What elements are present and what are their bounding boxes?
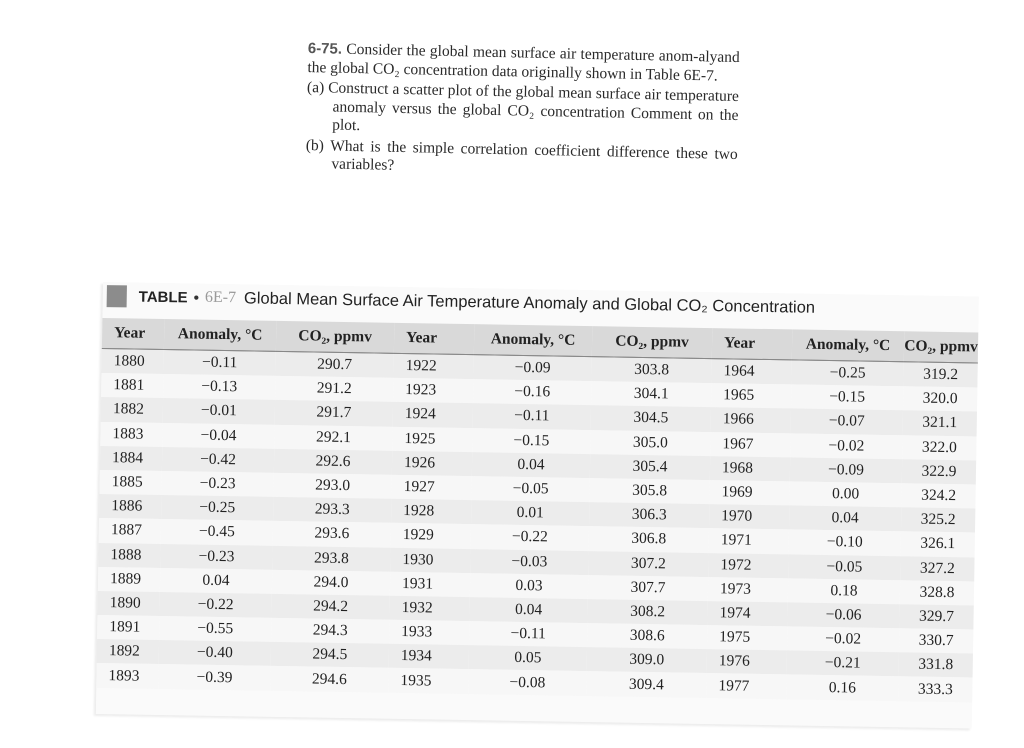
column-header: Anomaly, °C — [164, 319, 276, 351]
table-cell: −0.09 — [790, 457, 902, 483]
table-cell: 1930 — [390, 547, 470, 573]
table-cell: 309.0 — [587, 647, 707, 673]
table-cell: 1968 — [710, 456, 790, 482]
table-cell: 1890 — [97, 591, 159, 616]
problem-number: 6-75. — [307, 40, 343, 58]
table-cell: 307.2 — [588, 551, 708, 577]
problem-part-a: (a) Construct a scatter plot of the global mean surface air temperature anomaly versus the global CO₂ concentration Comment on the plot. — [306, 78, 740, 135]
table-cell: −0.25 — [791, 360, 903, 387]
table-cell: 308.2 — [587, 599, 707, 625]
table-cell: 1924 — [393, 402, 473, 428]
table-cell: 305.8 — [589, 478, 709, 504]
table-cell: 292.6 — [274, 449, 392, 475]
problem-part-b: (b) What is the simple correlation coefficient difference these two variables? — [305, 136, 738, 174]
table-cell: −0.40 — [159, 640, 271, 666]
table-cell: −0.39 — [158, 664, 270, 690]
table-cell: 1966 — [711, 407, 791, 433]
table-cell: 294.2 — [271, 594, 389, 620]
table-cell: −0.06 — [787, 602, 899, 628]
column-header: Anomaly, °C — [792, 329, 904, 361]
table-cell: 1889 — [98, 567, 160, 592]
table-cell: −0.08 — [468, 670, 586, 696]
table-cell: 305.0 — [590, 430, 710, 456]
table-cell: 1976 — [707, 649, 787, 675]
table-cell: −0.02 — [787, 626, 899, 652]
table-cell: 1926 — [392, 451, 472, 477]
table-cell: −0.01 — [163, 398, 275, 424]
table-cell: 1967 — [710, 432, 790, 458]
caption-label: TABLE — [138, 288, 188, 306]
table-cell: 1972 — [708, 553, 788, 579]
column-header: CO₂, ppmv — [276, 321, 394, 353]
table-cell: 330.7 — [899, 628, 973, 653]
table-cell: 1883 — [100, 422, 162, 447]
table-cell: 291.7 — [275, 400, 393, 426]
column-header: Year — [712, 328, 792, 360]
table-cell: 1922 — [393, 353, 473, 379]
table-cell: 328.8 — [900, 580, 974, 605]
data-table — [96, 318, 978, 702]
table-cell: −0.45 — [161, 519, 273, 545]
table-cell: 320.0 — [903, 386, 977, 411]
table-cell: 1881 — [101, 373, 163, 398]
table-cell: −0.02 — [790, 433, 902, 459]
table-cell: 0.00 — [789, 481, 901, 507]
table-cell: −0.05 — [788, 554, 900, 580]
table-cell: 0.18 — [788, 578, 900, 604]
table-cell: 1885 — [99, 470, 161, 495]
column-header: CO₂, ppmv — [592, 326, 712, 358]
table-cell: −0.16 — [473, 379, 591, 405]
table-cell: −0.03 — [470, 549, 588, 575]
table-cell: 1975 — [707, 625, 787, 651]
table-cell: 1888 — [98, 542, 160, 567]
table-cell: −0.11 — [473, 404, 591, 430]
table-cell: 294.0 — [272, 570, 390, 596]
table-cell: 1969 — [709, 480, 789, 506]
table-cell: 331.8 — [899, 652, 973, 677]
table-cell: 304.5 — [591, 405, 711, 431]
table-cell: 0.01 — [471, 500, 589, 526]
table-cell: 0.04 — [469, 597, 587, 623]
table-cell: 0.04 — [472, 452, 590, 478]
table-cell: 1931 — [390, 571, 470, 597]
table-cell: 0.05 — [469, 645, 587, 671]
table-cell: −0.10 — [789, 530, 901, 556]
caption-bullet: • — [193, 289, 200, 307]
table-cell: 1964 — [711, 359, 791, 385]
problem-intro-text: Consider the global mean surface air temperature anom-alyand the global CO₂ concentration data originally shown in Table 6E-7. — [307, 40, 740, 85]
table-cell: 292.1 — [274, 424, 392, 450]
table-cell: 0.04 — [160, 568, 272, 594]
table-cell: 0.04 — [789, 506, 901, 532]
column-header: Year — [394, 323, 474, 355]
table-cell: 293.8 — [272, 545, 390, 571]
caption-marker-icon — [107, 285, 127, 307]
table-cell: 1887 — [99, 518, 161, 543]
table-cell: 1932 — [389, 596, 469, 622]
table-cell: −0.25 — [161, 495, 273, 521]
table-cell: 294.5 — [271, 642, 389, 668]
table-cell: 1927 — [391, 475, 471, 501]
table-cell: 293.0 — [273, 473, 391, 499]
table-cell: 303.8 — [591, 357, 711, 384]
table-cell: −0.23 — [161, 471, 273, 497]
table-cell: 1891 — [97, 615, 159, 640]
table-cell: 1977 — [706, 673, 786, 699]
column-header: CO₂, ppmv — [904, 331, 978, 363]
table-cell: 1973 — [708, 577, 788, 603]
table-cell: 1925 — [392, 426, 472, 452]
table-cell: 1934 — [389, 644, 469, 670]
table-cell: −0.07 — [791, 409, 903, 435]
table-cell: 293.6 — [273, 521, 391, 547]
table-cell: −0.55 — [159, 616, 271, 642]
table-cell: 291.2 — [275, 376, 393, 402]
table-cell: 1886 — [99, 494, 161, 519]
caption-number: 6E-7 — [204, 288, 237, 307]
table-cell: 329.7 — [899, 604, 973, 629]
table-cell: −0.11 — [469, 621, 587, 647]
table-cell: 1971 — [709, 528, 789, 554]
table-cell: 308.6 — [587, 623, 707, 649]
problem-text — [305, 40, 740, 185]
column-header: Year — [102, 318, 164, 350]
table-body — [96, 348, 978, 702]
table-cell: 1935 — [388, 668, 468, 694]
table-cell: 322.9 — [902, 459, 976, 484]
table-cell: 293.3 — [273, 497, 391, 523]
table-cell: −0.09 — [473, 355, 591, 382]
table-cell: 304.1 — [591, 381, 711, 407]
table-cell: 1970 — [709, 504, 789, 530]
table-cell: 305.4 — [590, 454, 710, 480]
table-cell: −0.15 — [791, 385, 903, 411]
table-cell: 1929 — [391, 523, 471, 549]
problem-intro — [307, 40, 740, 86]
table-cell: 306.8 — [589, 526, 709, 552]
caption-title: Global Mean Surface Air Temperature Anomaly and Global CO₂ Concentration — [243, 288, 816, 317]
table-cell: 0.16 — [786, 675, 898, 701]
table-cell: 1965 — [711, 383, 791, 409]
table-caption — [107, 284, 967, 322]
table-cell: 307.7 — [588, 575, 708, 601]
table-cell: 1892 — [97, 639, 159, 664]
table-cell: 1928 — [391, 499, 471, 525]
table-cell: 327.2 — [900, 556, 974, 581]
table-cell: −0.42 — [162, 447, 274, 473]
table-cell: −0.04 — [162, 423, 274, 449]
table-cell: 319.2 — [903, 362, 977, 388]
table-cell: 309.4 — [586, 672, 706, 698]
table-cell: 322.0 — [902, 435, 976, 460]
table-cell: 1974 — [707, 601, 787, 627]
table-cell: −0.23 — [160, 543, 272, 569]
data-table-card — [96, 282, 979, 728]
table-cell: −0.22 — [159, 592, 271, 618]
table-cell: 333.3 — [898, 677, 972, 702]
table-cell: 1893 — [96, 663, 158, 688]
table-cell: 1882 — [101, 397, 163, 422]
table-cell: −0.13 — [163, 374, 275, 400]
table-cell: 324.2 — [901, 483, 975, 508]
table-cell: 326.1 — [901, 532, 975, 557]
table-cell: 306.3 — [589, 502, 709, 528]
table-cell: 1923 — [393, 378, 473, 404]
table-cell: 290.7 — [275, 351, 393, 378]
table-cell: −0.05 — [471, 476, 589, 502]
table-cell: 321.1 — [903, 411, 977, 436]
table-cell: 1880 — [101, 348, 163, 374]
table-cell: −0.11 — [163, 350, 275, 377]
table-cell: 294.3 — [271, 618, 389, 644]
table-cell: 325.2 — [901, 507, 975, 532]
column-header: Anomaly, °C — [474, 324, 592, 356]
table-cell: −0.15 — [472, 428, 590, 454]
table-cell: −0.21 — [787, 651, 899, 677]
table-cell: 1933 — [389, 620, 469, 646]
table-cell: −0.22 — [471, 524, 589, 550]
table-cell: 0.03 — [470, 573, 588, 599]
table-cell: 294.6 — [270, 666, 388, 692]
table-cell: 1884 — [100, 446, 162, 471]
